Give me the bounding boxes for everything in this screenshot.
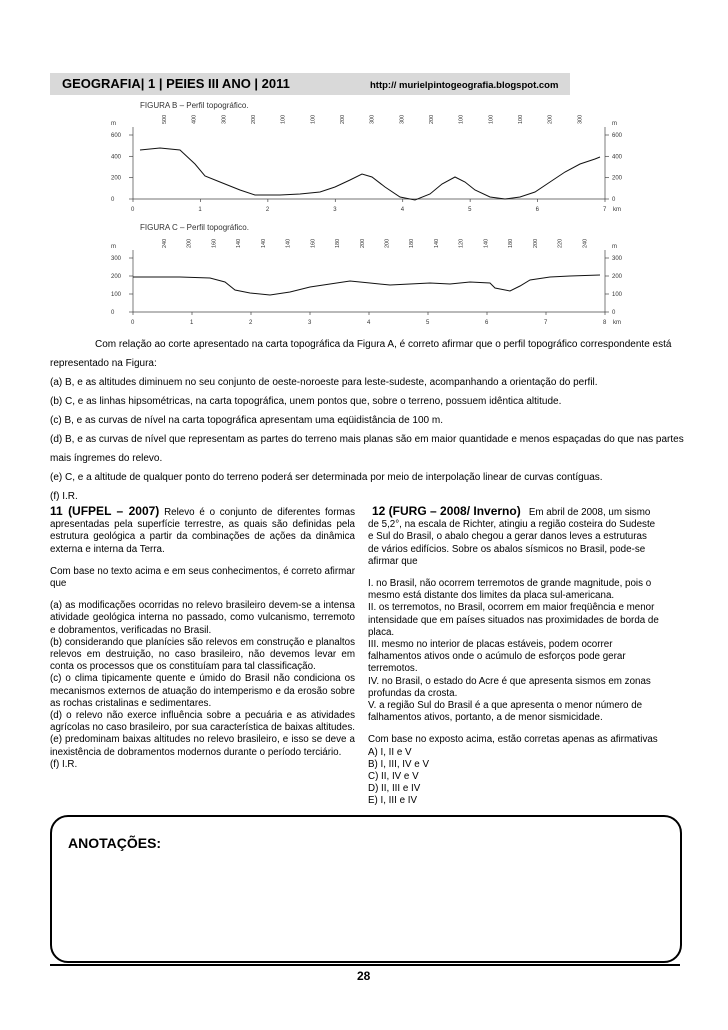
figure_c-x-tick: 8: [603, 320, 607, 326]
figure-b-profile-line: [140, 148, 600, 200]
figure_c-contour-label: 240: [162, 238, 168, 248]
figure_c-y-tick-left: 0: [111, 310, 115, 316]
question-12-statement-i: I. no Brasil, não ocorrem terremotos de grande magnitude, pois o mesmo está distante dos limites da placa sul-americana.: [368, 578, 652, 602]
question-12-option-a: A) I, II e V: [368, 746, 412, 758]
figure_c-x-tick: 7: [544, 320, 548, 326]
figure_c-y-tick-left: 300: [111, 256, 122, 262]
question-10-option-d-cont: mais íngremes do relevo.: [50, 453, 163, 464]
figure_b-y-tick-right: 400: [612, 154, 623, 161]
figure_c-contour-label: 220: [557, 238, 564, 248]
figure_c-y-tick-left: 100: [111, 292, 122, 298]
figure_c-contour-label: 140: [260, 238, 267, 248]
figure_b-x-tick: 7: [603, 207, 607, 213]
figure_c-y-tick-right: 100: [612, 292, 623, 298]
figure_b-x-tick: 0: [131, 207, 135, 213]
figure_c-x-tick: 6: [485, 320, 489, 326]
question-12-option-d: D) II, III e IV: [368, 783, 421, 795]
figure_c-contour-label: 180: [409, 238, 416, 248]
question-10-option-d: (d) B, e as curvas de nível que representam as partes do terreno mais planas são em maior quantidade e menos espaçadas do que nas partes: [50, 434, 684, 445]
figure_b-unit-left: m: [111, 121, 116, 127]
figure_c-y-tick-right: 200: [612, 274, 623, 280]
figure_b-contour-label: 200: [340, 114, 346, 124]
figure_c-y-tick-left: 200: [111, 274, 122, 280]
question-11-option-b: (b) considerando que planícies são relevos em construção e planaltos relevos em destruição, no caso brasileiro, não devemos levar em conta os processos que os constituíam para tal classificação.: [50, 636, 355, 673]
figure_b-unit-right: m: [612, 121, 617, 127]
figure_b-unit-km: km: [613, 207, 621, 213]
figure_b-contour-label: 100: [310, 114, 317, 124]
question-12-statement-iii: III. mesmo no interior de placas estáveis, podem ocorrer falhamentos ativos onde o acúmulo de esforços pode gerar terremotos.: [368, 639, 626, 675]
figure_b-x-tick: 5: [468, 207, 472, 213]
figure_b-x-tick: 6: [535, 207, 539, 213]
question-10-option-f: (f) I.R.: [50, 491, 78, 502]
figure_c-contour-label: 140: [483, 238, 490, 248]
figure_b-x-tick: 1: [198, 207, 202, 213]
question-10-block: [50, 335, 684, 506]
question-11-intro: Relevo é o conjunto de diferentes formas apresentadas pela superfície terrestre, as quais são definidas pela estrutura geológica a partir da combinações de ações da dinâmica externa e interna da Terra.: [50, 507, 355, 555]
question-10-option-b: (b) C, e as linhas hipsométricas, na carta topográfica, unem pontos que, sobre o terreno, possuem idêntica altitude.: [50, 396, 562, 407]
figure_c-contour-label: 140: [433, 238, 440, 248]
figure_c-contour-label: 140: [285, 238, 292, 248]
figure_b-x-tick: 2: [265, 207, 270, 213]
figure_b-contour-label: 300: [577, 114, 584, 124]
figure_c-contour-label: 160: [310, 238, 317, 248]
figure_b-x-tick: 4: [400, 207, 405, 213]
figure_c-x-tick: 2: [249, 320, 253, 326]
question-11-heading: 11 (UFPEL – 2007): [50, 504, 160, 518]
figure_c-contour-label: 200: [186, 238, 193, 248]
question-12-intro: Em abril de 2008, um sismo de 5,2°, na escala de Richter, atingiu a região costeira do Sudeste e Sul do Brasil, o abalo chegou a gerar danos leves a estruturas de vários edifícios. Sobre os abalos sísmicos no Brasil, pode-se afirmar que: [368, 507, 656, 567]
figure_c-contour-label: 180: [335, 238, 342, 248]
question-12-option-c: C) II, IV e V: [368, 771, 419, 783]
figure_c-unit-right: m: [612, 244, 617, 250]
figure_c-y-tick-right: 300: [612, 256, 623, 262]
figure_c-contour-label: 160: [211, 238, 218, 248]
figure_c-unit-km: km: [613, 320, 621, 326]
figure_b-contour-label: 200: [429, 114, 435, 124]
question-12-statement-ii: II. os terremotos, no Brasil, ocorrem em maior freqüência e menor intensidade que em países situados nas proximidades de borda de placa.: [368, 602, 659, 638]
page-header-url: http:// murielpintogeografia.blogspot.com: [370, 80, 559, 91]
question-11-option-d: (d) o relevo não exerce influência sobre a pecuária e as atividades agrícolas no caso brasileiro, por sua característica de baixas altitudes.: [50, 710, 355, 734]
figure_b-x-tick: 3: [333, 207, 337, 213]
question-11-option-a: (a) as modificações ocorridas no relevo brasileiro devem-se a intensa atividade geológica interna no passado, como vulcanismo, terremoto e dobramentos, verificadas no Brasil.: [50, 600, 355, 636]
figure_c-x-tick: 1: [190, 320, 194, 326]
question-11-option-c: (c) o clima tipicamente quente e úmido do Brasil não condiciona os mecanismos externos de atuação do intemperismo e da erosão sobre as rochas cristalinas e sedimentares.: [50, 673, 355, 709]
question-12-statement-v: V. a região Sul do Brasil é a que apresenta o menor número de falhamentos ativos, portanto, a de menor sismicidade.: [368, 700, 643, 724]
question-11-block: [50, 505, 355, 771]
figure_b-contour-label: 500: [162, 114, 168, 124]
figure_b-y-tick-right: 0: [612, 197, 616, 203]
question-12-block: [368, 505, 660, 808]
question-12-prompt: Com base no exposto acima, estão corretas apenas as afirmativas: [368, 734, 658, 746]
figure_b-contour-label: 200: [251, 114, 257, 124]
question-12-option-b: B) I, III, IV e V: [368, 758, 429, 770]
figure_c-contour-label: 180: [508, 238, 515, 248]
figure_c-y-tick-right: 0: [612, 310, 616, 316]
figure-c-profile-line: [133, 275, 600, 295]
figure_c-contour-label: 200: [532, 238, 539, 248]
page-header-title: GEOGRAFIA| 1 | PEIES III ANO | 2011: [62, 76, 290, 91]
figure_c-x-tick: 5: [426, 320, 430, 326]
notes-box[interactable]: [50, 815, 682, 963]
figure-b-title: FIGURA B – Perfil topográfico.: [140, 102, 249, 110]
question-10-intro: Com relação ao corte apresentado na carta topográfica da Figura A, é correto afirmar que o perfil topográfico correspondente está: [95, 339, 672, 350]
figure_b-y-tick-left: 0: [111, 197, 115, 203]
figure_b-contour-label: 100: [488, 114, 495, 124]
topographic-profiles-figure: [100, 102, 645, 332]
figure_c-contour-label: 120: [458, 238, 465, 248]
question-12-statement-iv: IV. no Brasil, o estado do Acre é que apresenta sismos em zonas profundas da crosta.: [368, 675, 651, 699]
figure_c-unit-left: m: [111, 244, 116, 250]
figure_c-x-tick: 3: [308, 320, 312, 326]
question-10-option-c: (c) B, e as curvas de nível na carta topográfica apresentam uma eqüidistância de 100 m.: [50, 415, 443, 426]
notes-title: ANOTAÇÕES:: [68, 835, 162, 851]
page-number: 28: [357, 969, 371, 983]
figure_b-contour-label: 300: [221, 114, 228, 124]
figure_c-x-tick: 4: [367, 320, 371, 326]
question-10-option-e: (e) C, e a altitude de qualquer ponto do terreno poderá ser determinada por meio de interpolação linear de curvas contíguas.: [50, 472, 603, 483]
figure_c-contour-label: 200: [384, 238, 391, 248]
question-10-intro-cont: representado na Figura:: [50, 358, 157, 369]
figure_b-contour-label: 200: [547, 114, 554, 124]
figure_b-y-tick-right: 600: [612, 133, 623, 139]
figure_b-contour-label: 300: [369, 114, 376, 124]
question-11-option-e: (e) predominam baixas altitudes no relevo brasileiro, e isso se deve a inexistência de dobramentos modernos durante o período terciário.: [50, 734, 355, 758]
figure_b-y-tick-right: 200: [612, 175, 623, 182]
figure_b-y-tick-left: 200: [111, 175, 122, 182]
figure_b-contour-label: 300: [399, 114, 406, 124]
figure-c-title: FIGURA C – Perfil topográfico.: [140, 223, 249, 232]
figure_c-contour-label: 200: [359, 238, 366, 248]
question-11-option-f: (f) I.R.: [50, 758, 78, 770]
question-11-prompt: Com base no texto acima e em seus conhecimentos, é correto afirmar que: [50, 565, 355, 590]
figure_c-contour-label: 240: [582, 238, 589, 248]
figure_b-contour-label: 100: [458, 114, 465, 124]
footer-rule: [50, 964, 680, 966]
figure_b-y-tick-left: 400: [111, 154, 122, 161]
figure_c-x-tick: 0: [131, 320, 135, 326]
figure_c-contour-label: 140: [236, 238, 243, 248]
question-12-option-e: E) I, III e IV: [368, 795, 417, 807]
figure_b-contour-label: 100: [518, 114, 524, 124]
question-10-option-a: (a) B, e as altitudes diminuem no seu conjunto de oeste-noroeste para leste-sudeste, acompanhando a orientação do perfil.: [50, 377, 598, 388]
figure_b-contour-label: 400: [191, 114, 198, 124]
question-12-heading: 12 (FURG – 2008/ Inverno): [372, 504, 521, 518]
figure_b-y-tick-left: 600: [111, 133, 122, 139]
figure_b-contour-label: 100: [280, 114, 287, 124]
